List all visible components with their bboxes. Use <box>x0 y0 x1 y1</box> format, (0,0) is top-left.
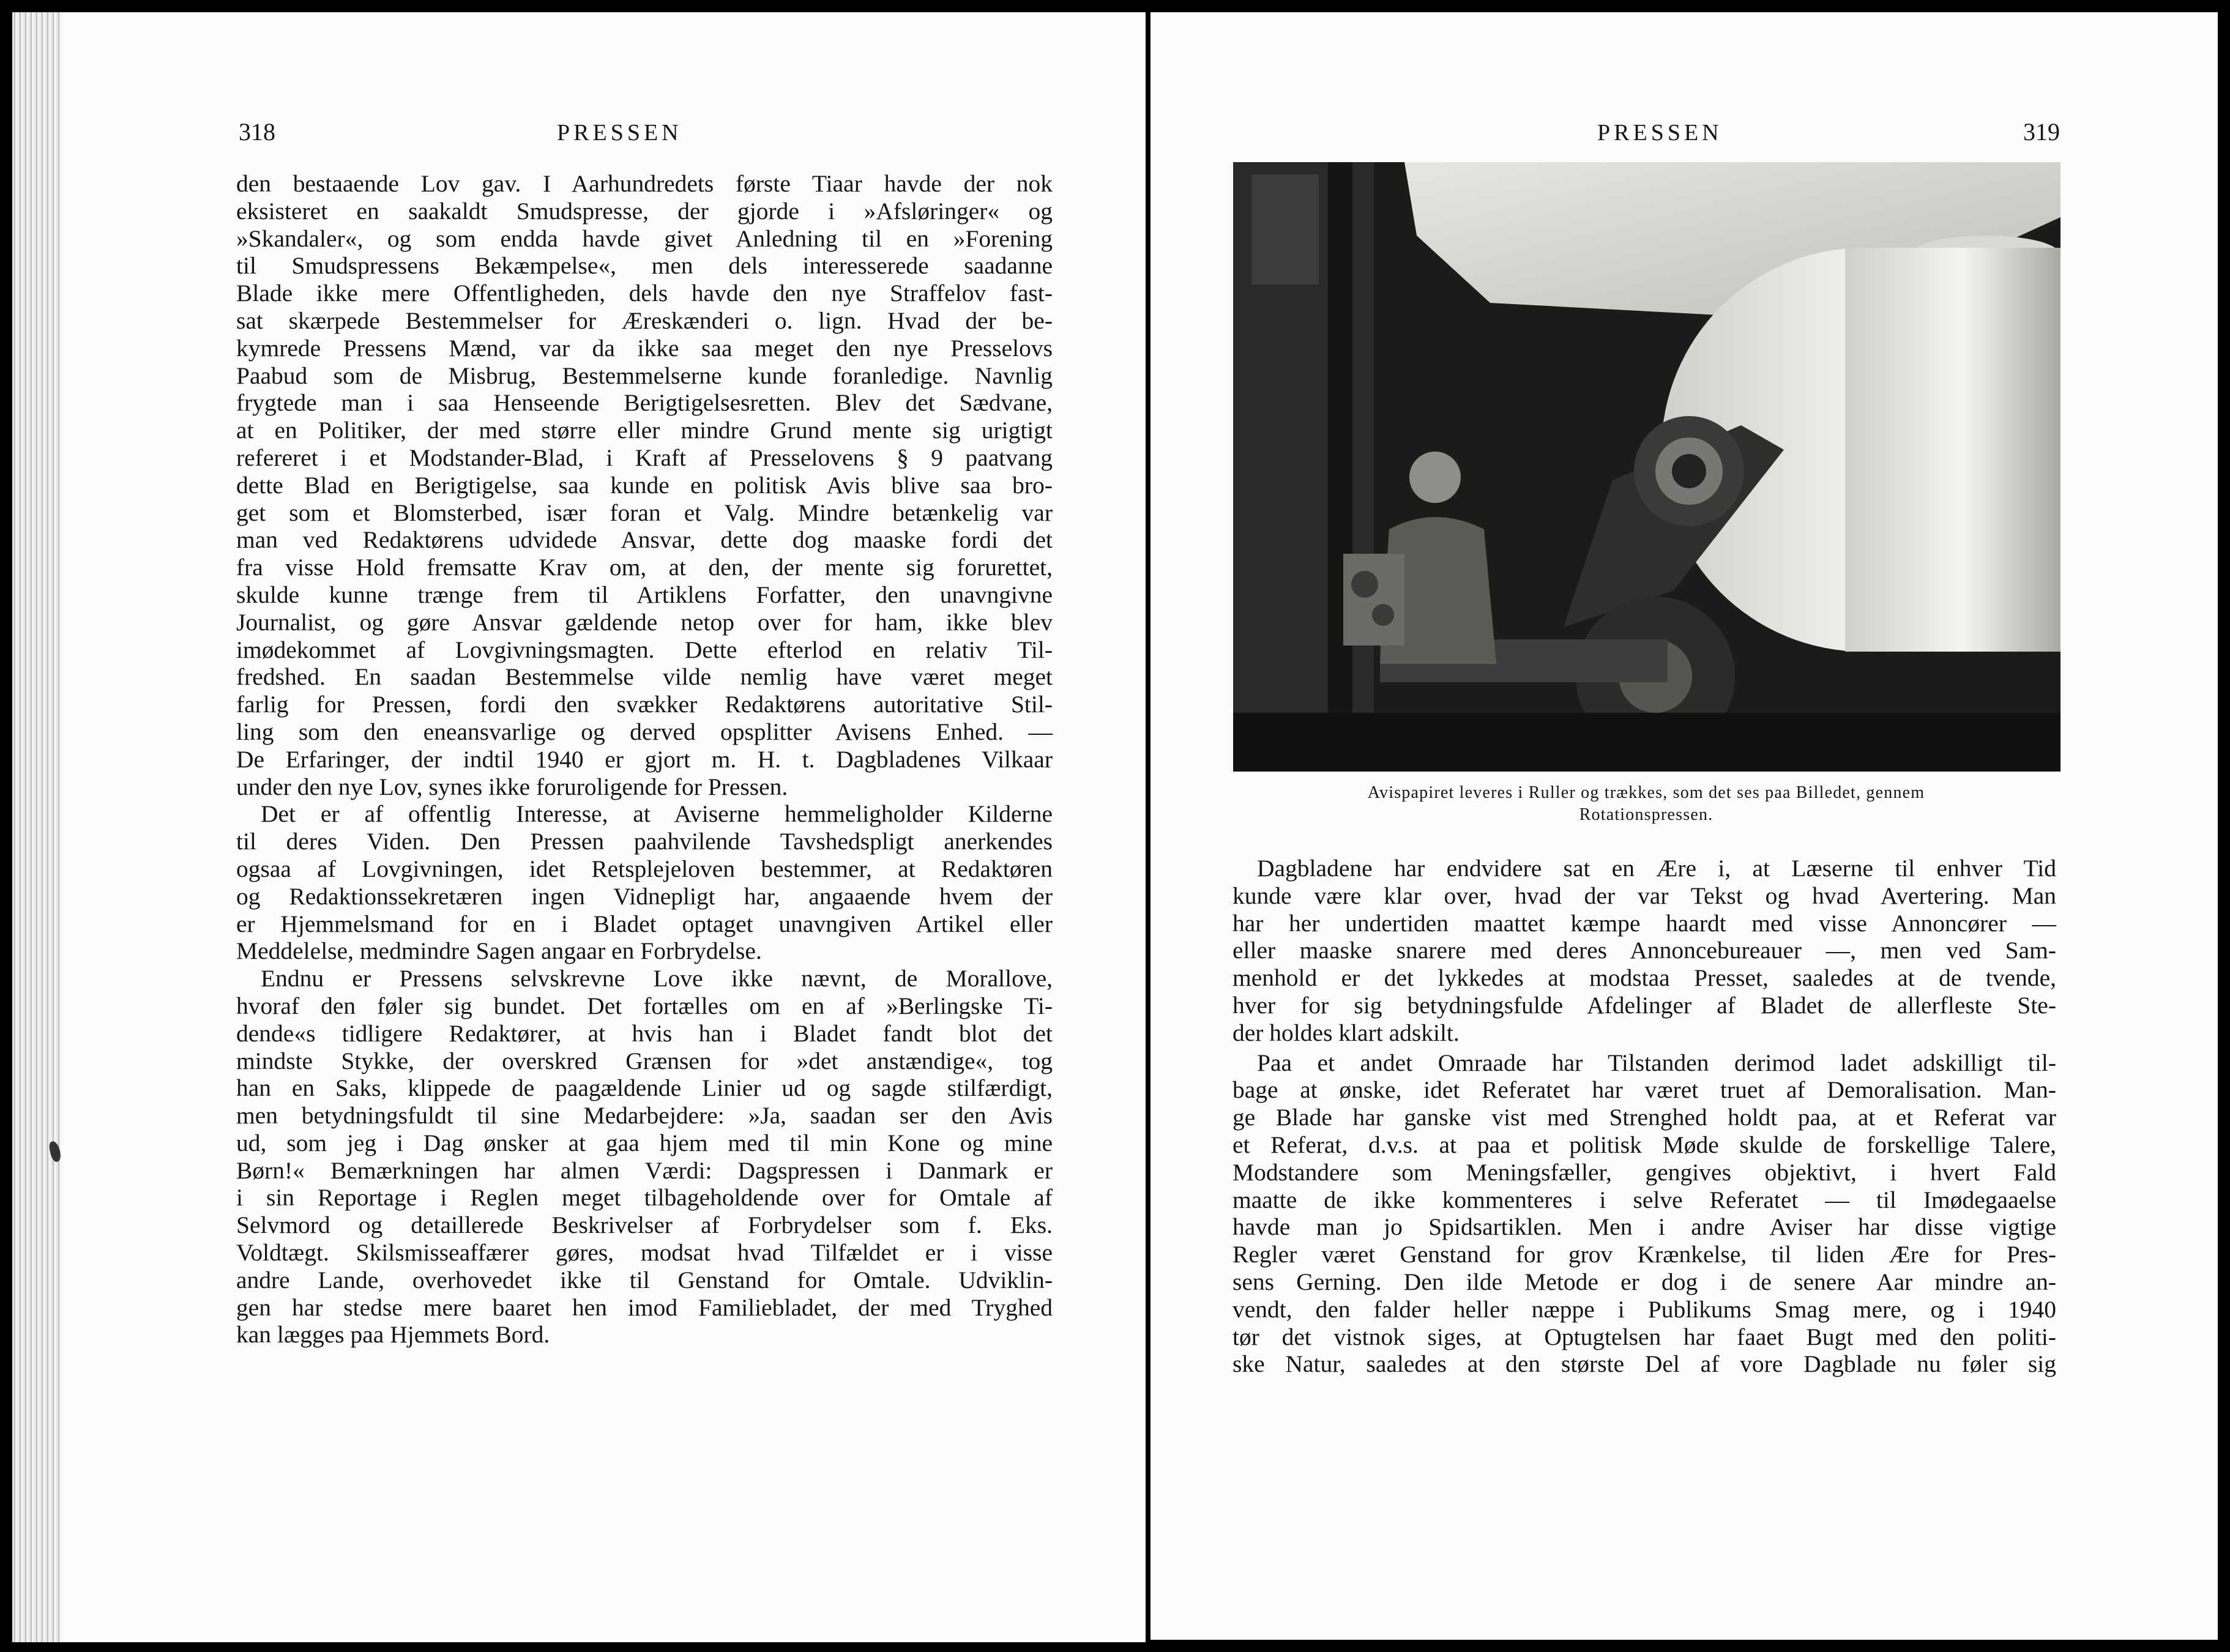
running-head: PRESSEN <box>557 120 682 146</box>
text-line: et Referat, d.v.s. at paa et politisk Møde skulde de forskellige Talere, <box>1232 1131 2056 1158</box>
left-page <box>12 12 1146 1642</box>
text-line: fra visse Hold fremsatte Krav om, at den, der mente sig forurettet, <box>236 554 1053 581</box>
text-line: kan lægges paa Hjemmets Bord. <box>236 1321 550 1349</box>
text-line: Paabud som de Misbrug, Bestemmelserne kunde foranledige. Navnlig <box>236 362 1053 389</box>
text-line: kymrede Pressens Mænd, var da ikke saa meget den nye Presselovs <box>236 334 1053 362</box>
text-line: man ved Redaktørens udvidede Ansvar, dette dog maaske fordi det <box>236 526 1053 554</box>
text-line: gen har stedse mere baaret hen imod Familiebladet, der med Tryghed <box>236 1293 1053 1321</box>
text-line: hver for sig betydningsfulde Afdelinger af Bladet de allerfleste Ste- <box>1232 991 2056 1019</box>
text-line: ske Natur, saaledes at den største Del af vore Dagblade nu føler sig <box>1232 1350 2056 1378</box>
text-line: Blade ikke mere Offentligheden, dels havde den nye Straffelov fast- <box>236 280 1053 307</box>
figure-caption <box>1232 782 2060 826</box>
text-line: Paa et andet Omraade har Tilstanden derimod ladet adskilligt til- <box>1257 1049 2056 1076</box>
body-text <box>1232 855 2056 1378</box>
text-line: er Hjemmelsmand for en i Bladet optaget unavngiven Artikel eller <box>236 910 1053 937</box>
text-line: andre Lande, overhovedet ikke til Genstand for Omtale. Udviklin- <box>236 1266 1053 1293</box>
text-line: »Skandaler«, og som endda havde givet Anledning til en »Forening <box>236 225 1053 252</box>
text-line: tør det vistnok siges, at Optugtelsen har faaet Bugt med den politi- <box>1232 1323 2056 1350</box>
text-line: sat skærpede Bestemmelser for Æreskænderi o. lign. Hvad der be- <box>236 307 1053 334</box>
text-line: i sin Reportage i Reglen meget tilbageholdende over for Omtale af <box>236 1184 1053 1211</box>
text-line: til Smudspressens Bekæmpelse«, men dels interesserede saadanne <box>236 252 1053 280</box>
text-line: havde man jo Spidsartiklen. Men i andre Aviser har disse vigtige <box>1232 1213 2056 1241</box>
text-line: vendt, den falder heller næppe i Publikums Smag mere, og i 1940 <box>1232 1295 2056 1323</box>
text-line: Meddelelse, medmindre Sagen angaar en Forbrydelse. <box>236 937 762 965</box>
text-line: fredshed. En saadan Bestemmelse vilde nemlig have været meget <box>236 663 1053 691</box>
text-line: under den nye Lov, synes ikke foruroligende for Pressen. <box>236 773 788 800</box>
text-line: ling som den eneansvarlige og derved opsplitter Avisens Enhed. — <box>236 718 1053 745</box>
text-line: eller maaske snarere med deres Annoncebureauer —, men ved Sam- <box>1232 937 2056 964</box>
page-edges <box>12 12 61 1642</box>
text-line: sens Gerning. Den ilde Metode er dog i de senere Aar mindre an- <box>1232 1268 2056 1295</box>
text-line: hvoraf den føler sig bundet. Det fortælles om en af »Berlingske Ti- <box>236 992 1053 1019</box>
text-line: kunde være klar over, hvad der var Tekst og hvad Avertering. Man <box>1232 882 2056 909</box>
text-line: refereret i et Modstander-Blad, i Kraft af Presselovens § 9 paatvang <box>236 444 1053 471</box>
text-line: der holdes klart adskilt. <box>1232 1019 1460 1046</box>
text-line: Selvmord og detaillerede Beskrivelser af Forbrydelser som f. Eks. <box>236 1211 1053 1239</box>
page-number: 319 <box>2023 118 2060 146</box>
text-line: at en Politiker, der med større eller mindre Grund mente sig urigtigt <box>236 417 1053 444</box>
body-text <box>236 170 1053 1349</box>
text-line: Journalist, og gøre Ansvar gældende netop over for ham, ikke blev <box>236 608 1053 636</box>
text-line: men betydningsfuldt til sine Medarbejdere: »Ja, saadan ser den Avis <box>236 1102 1053 1129</box>
text-line: farlig for Pressen, fordi den svækker Redaktørens autoritative Stil- <box>236 691 1053 718</box>
caption-line: Avispapiret leveres i Ruller og trækkes, som det ses paa Billedet, gennem <box>1367 783 1925 802</box>
text-line: De Erfaringer, der indtil 1940 er gjort m. H. t. Dagbladenes Vilkaar <box>236 745 1053 773</box>
text-line: Regler været Genstand for grov Krænkelse, til liden Ære for Pres- <box>1232 1241 2056 1268</box>
text-line: mindste Stykke, der overskred Grænsen for »det anstændige«, tog <box>236 1047 1053 1074</box>
text-line: dende«s tidligere Redaktører, at hvis han i Bladet fandt blot det <box>236 1019 1053 1047</box>
text-line: bage at ønske, idet Referatet har været truet af Demoralisation. Man- <box>1232 1076 2056 1104</box>
text-line: ogsaa af Lovgivningen, idet Retsplejeloven bestemmer, at Redaktøren <box>236 855 1053 882</box>
text-line: skulde kunne trænge frem til Artiklens Forfatter, den unavngivne <box>236 581 1053 608</box>
text-line: maatte de ikke kommenteres i selve Referatet — til Imødegaaelse <box>1232 1186 2056 1213</box>
text-line: imødekommet af Lovgivningsmagten. Dette efterlod en relativ Til- <box>236 636 1053 663</box>
text-line: og Redaktionssekretæren ingen Vidnepligt har, angaaende hvem der <box>236 882 1053 910</box>
rotation-press-photo <box>1233 162 2060 772</box>
text-line: ge Blade har ganske vist med Strenghed holdt paa, at et Referat var <box>1232 1104 2056 1131</box>
text-line: Børn!« Bemærkningen har almen Værdi: Dagspressen i Danmark er <box>236 1156 1053 1184</box>
text-line: Voldtægt. Skilsmisseaffærer gøres, modsat hvad Tilfældet er i visse <box>236 1239 1053 1267</box>
text-line: dette Blad en Berigtigelse, saa kunde en politisk Avis blive saa bro- <box>236 471 1053 499</box>
text-line: frygtede man i saa Henseende Berigtigelsesretten. Blev det Sædvane, <box>236 389 1053 417</box>
text-line: han en Saks, klippede de paagældende Linier ud og sagde stilfærdigt, <box>236 1074 1053 1102</box>
right-page <box>1150 12 2218 1640</box>
page-number: 318 <box>239 118 275 146</box>
text-line: Det er af offentlig Interesse, at Aviserne hemmeligholder Kilderne <box>261 800 1053 828</box>
text-line: get som et Blomsterbed, især foran et Valg. Mindre betænkelig var <box>236 499 1053 526</box>
text-line: ud, som jeg i Dag ønsker at gaa hjem med til min Kone og mine <box>236 1129 1053 1156</box>
text-line: Dagbladene har endvidere sat en Ære i, at Læserne til enhver Tid <box>1257 855 2056 882</box>
text-line: eksisteret en saakaldt Smudspresse, der gjorde i »Afsløringer« og <box>236 197 1053 225</box>
photo-illustration <box>1233 162 2060 772</box>
text-line: Endnu er Pressens selvskrevne Love ikke nævnt, de Morallove, <box>261 965 1053 992</box>
text-line: til deres Viden. Den Pressen paahvilende Tavshedspligt anerkendes <box>236 828 1053 855</box>
text-line: den bestaaende Lov gav. I Aarhundredets første Tiaar havde der nok <box>236 170 1053 197</box>
caption-line: Rotationspressen. <box>1579 805 1714 824</box>
text-line: Modstandere som Meningsfæller, gengives objektivt, i hvert Fald <box>1232 1158 2056 1186</box>
text-line: menhold er det lykkedes at modstaa Presset, saaledes at de tvende, <box>1232 964 2056 992</box>
text-line: har her undertiden maattet kæmpe haardt med visse Annoncører — <box>1232 909 2056 937</box>
running-head: PRESSEN <box>1597 120 1723 146</box>
